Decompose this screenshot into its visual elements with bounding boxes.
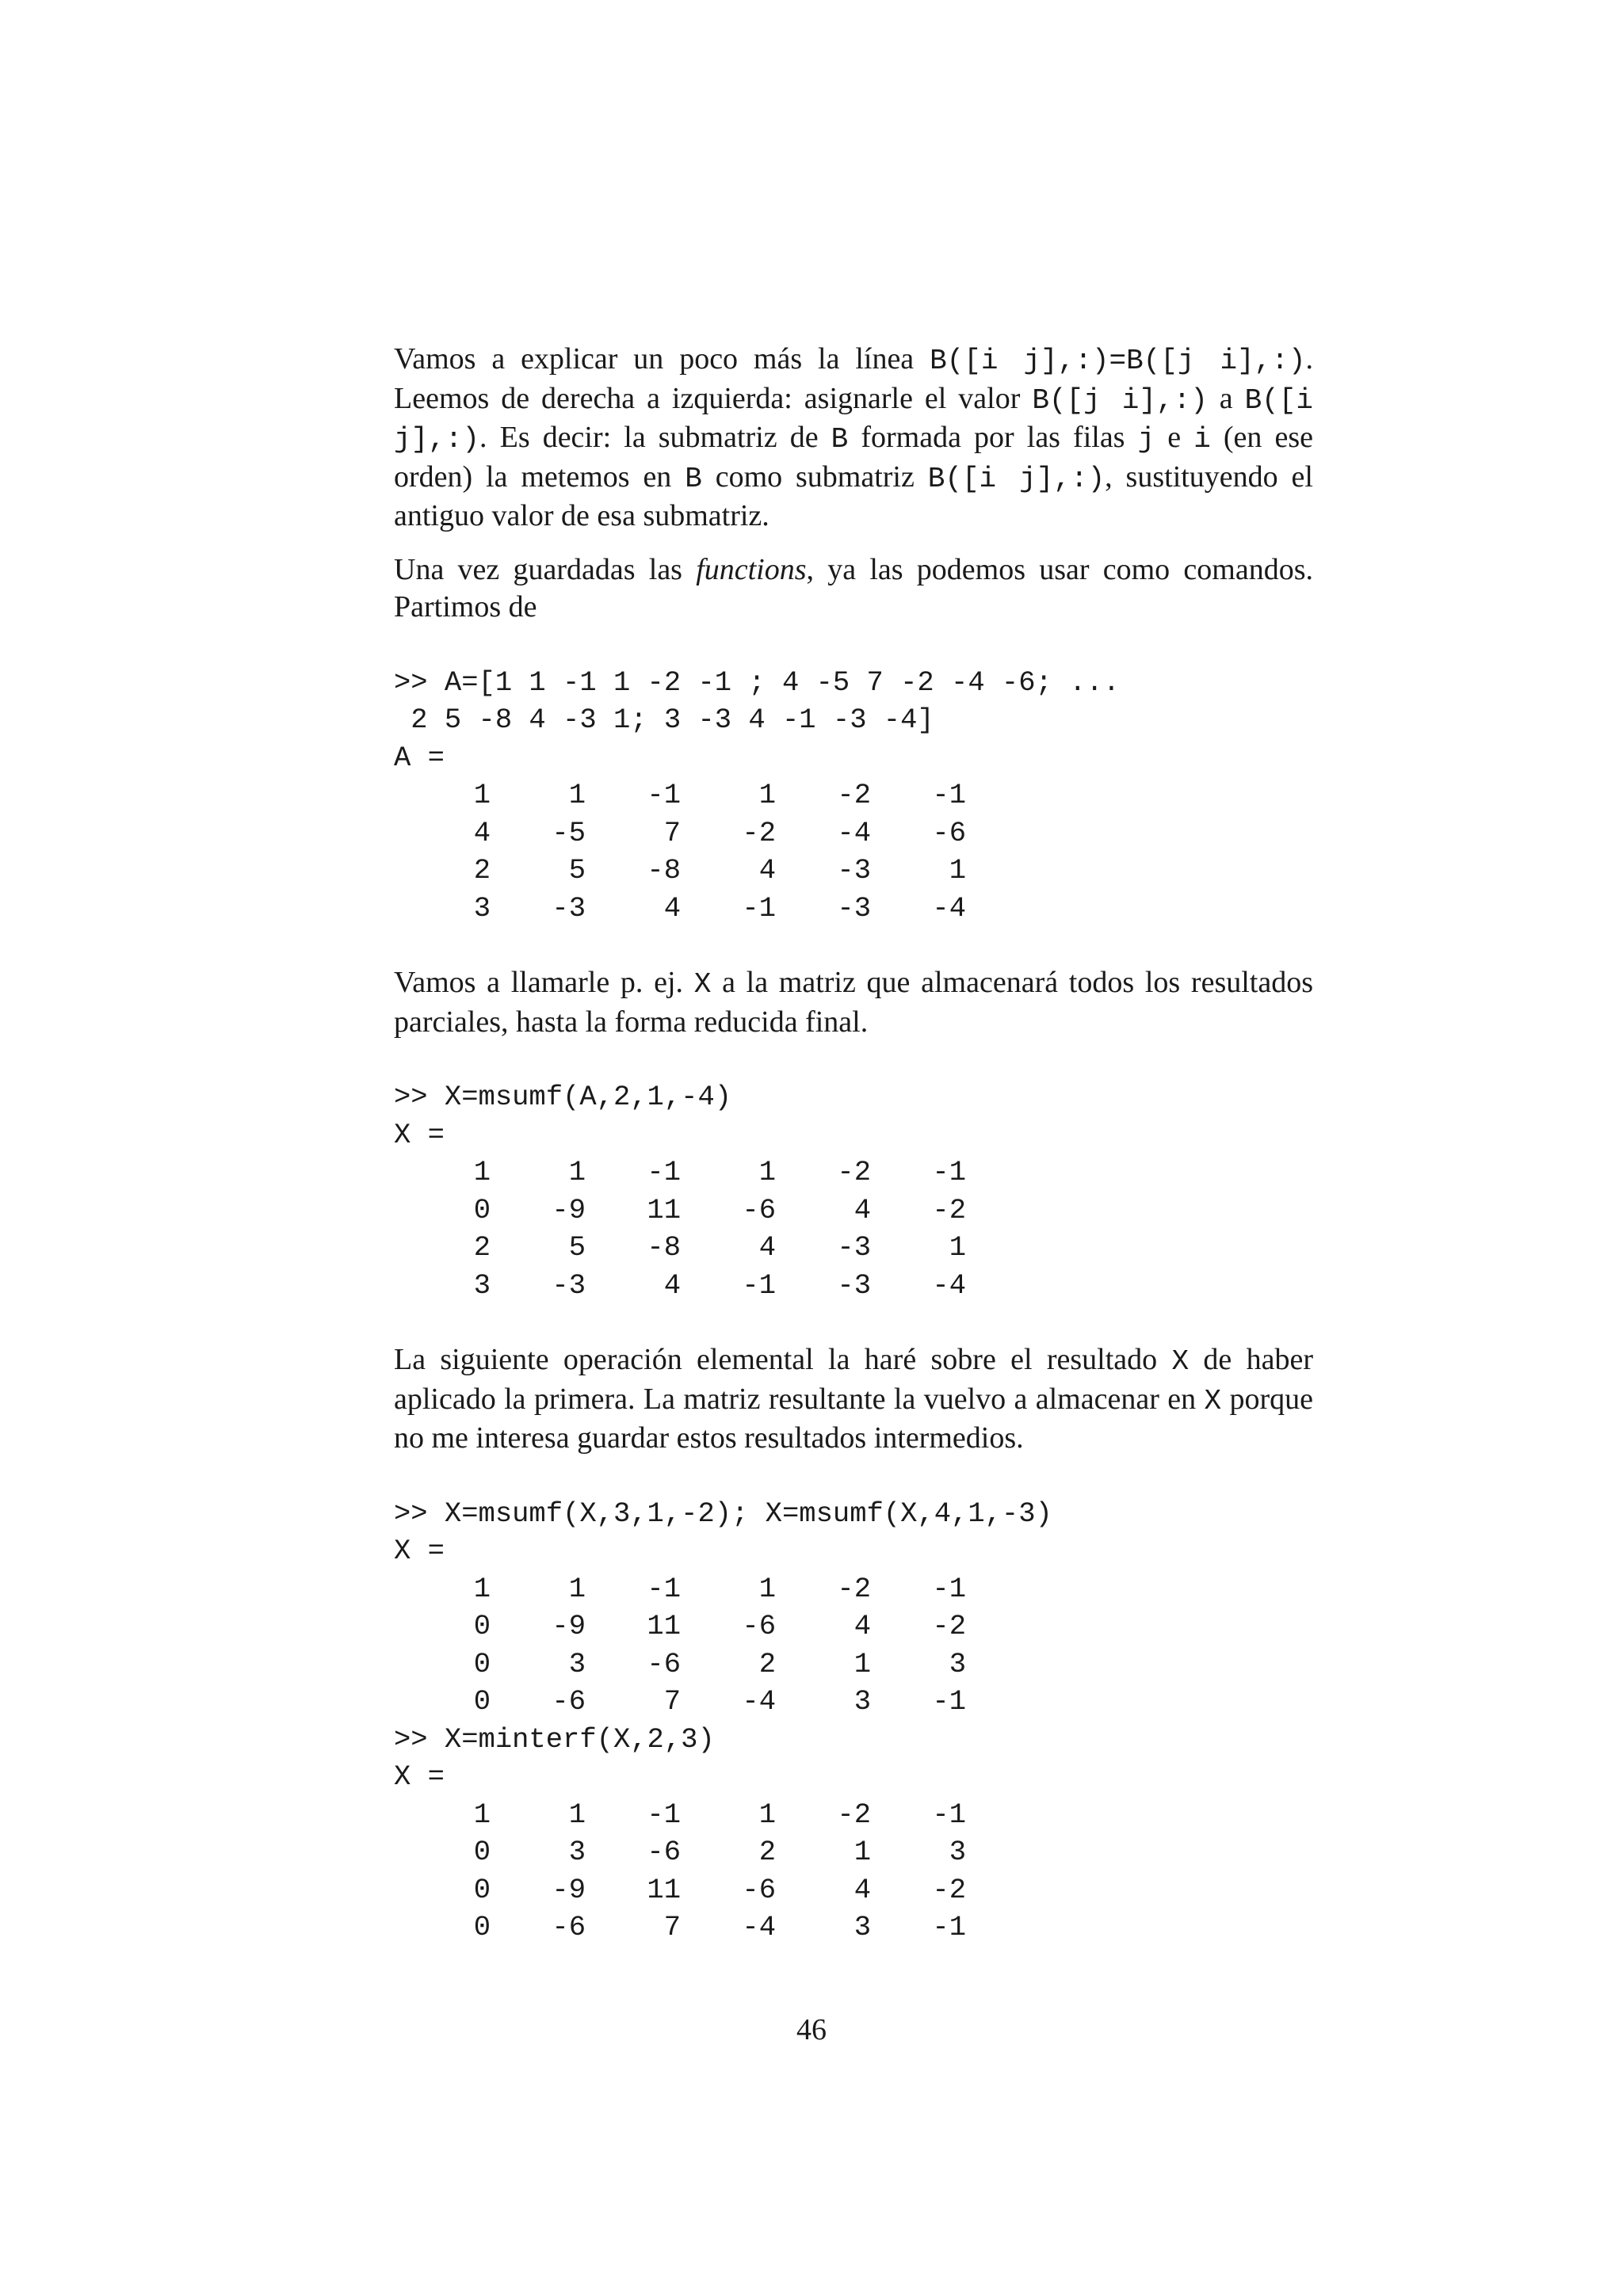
matrix-cell: -5 <box>552 816 586 849</box>
matrix-cell: -1 <box>932 1798 966 1831</box>
paragraph-name-x <box>394 964 1313 1041</box>
matrix-cell: 4 <box>473 816 491 849</box>
matrix-cell: 3 <box>473 1268 491 1302</box>
matrix-row <box>422 1267 966 1305</box>
text-run: formada por las filas <box>848 421 1138 454</box>
matrix-row <box>422 1683 966 1721</box>
matrix-cell: -3 <box>837 1231 871 1264</box>
paragraph-next-operation <box>394 1341 1313 1458</box>
matrix-cell: -2 <box>742 816 776 849</box>
matrix-cell: -9 <box>552 1610 586 1642</box>
matrix-row <box>422 776 966 814</box>
text-run: . Es decir: la submatriz de <box>479 421 831 454</box>
matrix-cell: 4 <box>758 1231 776 1264</box>
matrix-cell: -1 <box>932 1572 966 1605</box>
matrix-cell: 0 <box>473 1610 491 1642</box>
matrix-cell: -6 <box>742 1873 776 1906</box>
matrix-output <box>422 1570 966 1721</box>
text-run: como submatriz <box>701 460 928 494</box>
matrix-output <box>422 1154 966 1304</box>
matrix-cell: 3 <box>949 1647 966 1680</box>
matrix-cell: 1 <box>758 1798 776 1831</box>
command-line: >> A=[1 1 -1 1 -2 -1 ; 4 -5 7 -2 -4 -6; ... 2 5 -8 4 -3 1; 3 -3 4 -1 -3 -4] <box>394 666 1121 736</box>
matrix-cell: -3 <box>837 891 871 925</box>
matrix-cell: -3 <box>837 1268 871 1302</box>
matrix-cell: 1 <box>568 1798 586 1831</box>
matrix-cell: 0 <box>473 1873 491 1906</box>
matrix-row <box>422 1833 966 1871</box>
text-run: a <box>1207 381 1245 415</box>
matrix-cell: -1 <box>647 1156 681 1188</box>
matrix-cell: -4 <box>742 1685 776 1718</box>
matrix-cell: 3 <box>854 1911 871 1943</box>
matrix-cell: -1 <box>647 1572 681 1605</box>
text-run: La siguiente operación elemental la haré sobre el resultado <box>394 1343 1172 1376</box>
matrix-cell: 1 <box>854 1836 871 1868</box>
text-run: , ya las podemos usar como comandos. Partimos de <box>394 552 1313 624</box>
text-run: a la matriz que almacenará todos los resultados parciales, hasta la forma reducida final. <box>394 966 1314 1039</box>
matrix-cell: -2 <box>837 1572 871 1605</box>
matrix-row <box>422 852 966 890</box>
matrix-row <box>422 1608 966 1646</box>
matrix-label: X = <box>394 1535 445 1567</box>
matrix-row <box>422 1871 966 1909</box>
matrix-cell: 11 <box>647 1873 681 1906</box>
matrix-cell: 11 <box>647 1193 681 1226</box>
matrix-cell: -1 <box>932 1911 966 1943</box>
matrix-cell: 4 <box>854 1873 871 1906</box>
matrix-cell: -2 <box>837 1156 871 1188</box>
matrix-cell: -1 <box>932 779 966 811</box>
paragraph-functions <box>394 551 1313 627</box>
matrix-cell: -2 <box>932 1610 966 1642</box>
matrix-cell: 4 <box>663 891 681 925</box>
text-run: Una vez guardadas las <box>394 552 697 586</box>
matrix-cell: -3 <box>552 1268 586 1302</box>
matrix-cell: -2 <box>932 1193 966 1226</box>
command-line: >> X=msumf(X,3,1,-2); X=msumf(X,4,1,-3) <box>394 1497 1052 1530</box>
text-run: de haber aplicado la primera. La matriz resultante la vuelvo a almacenar en <box>394 1343 1313 1416</box>
matrix-cell: -6 <box>647 1647 681 1680</box>
matrix-cell: 1 <box>758 1156 776 1188</box>
matrix-cell: 3 <box>568 1836 586 1868</box>
matrix-output <box>422 1796 966 1947</box>
matrix-cell: 5 <box>568 1231 586 1264</box>
matrix-cell: -1 <box>647 1798 681 1831</box>
matrix-cell: -9 <box>552 1193 586 1226</box>
matrix-cell: 1 <box>758 779 776 811</box>
matrix-cell: -4 <box>742 1911 776 1943</box>
matrix-cell: -1 <box>932 1156 966 1188</box>
matrix-cell: 1 <box>758 1572 776 1605</box>
matrix-cell: 3 <box>854 1685 871 1718</box>
matrix-cell: 0 <box>473 1911 491 1943</box>
matrix-cell: 1 <box>568 1156 586 1188</box>
matrix-cell: 3 <box>568 1647 586 1680</box>
matrix-label: A = <box>394 741 445 774</box>
matrix-cell: 1 <box>473 1572 491 1605</box>
matrix-cell: 1 <box>473 1798 491 1831</box>
matrix-cell: -8 <box>647 1231 681 1264</box>
matrix-cell: -4 <box>932 1268 966 1302</box>
matrix-cell: -6 <box>552 1685 586 1718</box>
matrix-cell: 1 <box>949 1231 966 1264</box>
code-inline: B <box>685 462 702 495</box>
code-inline: i <box>1193 423 1211 456</box>
matrix-cell: -2 <box>932 1873 966 1906</box>
code-inline: X <box>1171 1345 1190 1378</box>
code-inline: B([i j],:) <box>927 462 1106 495</box>
emphasis: functions <box>696 552 807 586</box>
matrix-cell: -2 <box>837 1798 871 1831</box>
matrix-cell: 4 <box>854 1193 871 1226</box>
matrix-cell: 3 <box>949 1836 966 1868</box>
matrix-cell: 1 <box>854 1647 871 1680</box>
text-run: Vamos a explicar un poco más la línea <box>394 342 930 376</box>
matrix-cell: -1 <box>647 779 681 811</box>
matrix-cell: -6 <box>742 1610 776 1642</box>
matrix-cell: 7 <box>663 816 681 849</box>
matrix-cell: 1 <box>568 779 586 811</box>
matrix-cell: 11 <box>647 1610 681 1642</box>
matrix-cell: -4 <box>932 891 966 925</box>
page-number: 46 <box>796 2013 827 2046</box>
matrix-cell: -6 <box>552 1911 586 1943</box>
matrix-cell: 2 <box>758 1836 776 1868</box>
matrix-cell: 7 <box>663 1685 681 1718</box>
matrix-cell: 1 <box>949 854 966 887</box>
matrix-cell: 0 <box>473 1836 491 1868</box>
matrix-cell: 2 <box>473 854 491 887</box>
matrix-row <box>422 1154 966 1192</box>
matrix-row <box>422 1796 966 1834</box>
matrix-cell: 1 <box>473 779 491 811</box>
text-run: porque no me interesa guardar estos resultados intermedios. <box>394 1382 1313 1455</box>
text-run: e <box>1155 421 1194 454</box>
matrix-cell: -3 <box>837 854 871 887</box>
code-inline: j <box>1137 423 1155 456</box>
matrix-cell: -1 <box>742 1268 776 1302</box>
code-inline: B([i j],:)=B([j i],:) <box>930 345 1306 377</box>
text-run: (en ese orden) la metemos en <box>394 421 1314 494</box>
matrix-row <box>422 1229 966 1267</box>
matrix-cell: 3 <box>473 891 491 925</box>
code-inline: B([j i],:) <box>1032 383 1208 417</box>
matrix-cell: 7 <box>663 1911 681 1943</box>
matrix-row <box>422 1909 966 1947</box>
matrix-cell: -3 <box>552 891 586 925</box>
matrix-cell: 4 <box>854 1610 871 1642</box>
matrix-cell: -1 <box>932 1685 966 1718</box>
text-run: Vamos a llamarle p. ej. <box>394 966 694 999</box>
text-run: . Leemos de derecha a izquierda: asignarle el valor <box>394 342 1313 415</box>
page-body <box>394 341 1313 1947</box>
code-inline: B <box>831 423 849 456</box>
command-line: >> X=minterf(X,2,3) <box>394 1722 715 1756</box>
matrix-cell: 4 <box>758 854 776 887</box>
matrix-row <box>422 814 966 852</box>
matrix-cell: 2 <box>473 1231 491 1264</box>
matrix-cell: 1 <box>473 1156 491 1188</box>
matrix-cell: -6 <box>932 816 966 849</box>
matrix-row <box>422 1192 966 1230</box>
code-inline: X <box>693 968 712 1001</box>
code-inline: X <box>1204 1384 1222 1417</box>
matrix-cell: -6 <box>647 1836 681 1868</box>
matrix-cell: -4 <box>837 816 871 849</box>
matrix-cell: 4 <box>663 1268 681 1302</box>
matrix-cell: 0 <box>473 1647 491 1680</box>
matrix-row <box>422 890 966 928</box>
matrix-cell: -2 <box>837 779 871 811</box>
matrix-cell: -1 <box>742 891 776 925</box>
code-inline: B([i j],:) <box>394 383 1313 456</box>
matrix-cell: 5 <box>568 854 586 887</box>
paragraph-explain-swap <box>394 341 1313 536</box>
matrix-cell: 0 <box>473 1193 491 1226</box>
matrix-cell: -8 <box>647 854 681 887</box>
matrix-row <box>422 1570 966 1608</box>
text-run: , sustituyendo el antiguo valor de esa submatriz. <box>394 460 1313 532</box>
command-line: >> X=msumf(A,2,1,-4) <box>394 1081 732 1113</box>
matrix-row <box>422 1646 966 1684</box>
matrix-cell: 2 <box>758 1647 776 1680</box>
matrix-output <box>422 776 966 927</box>
matrix-label: X = <box>394 1118 445 1151</box>
matrix-cell: -6 <box>742 1193 776 1226</box>
matrix-cell: -9 <box>552 1873 586 1906</box>
matrix-cell: 0 <box>473 1685 491 1718</box>
matrix-cell: 1 <box>568 1572 586 1605</box>
matrix-label: X = <box>394 1760 445 1793</box>
